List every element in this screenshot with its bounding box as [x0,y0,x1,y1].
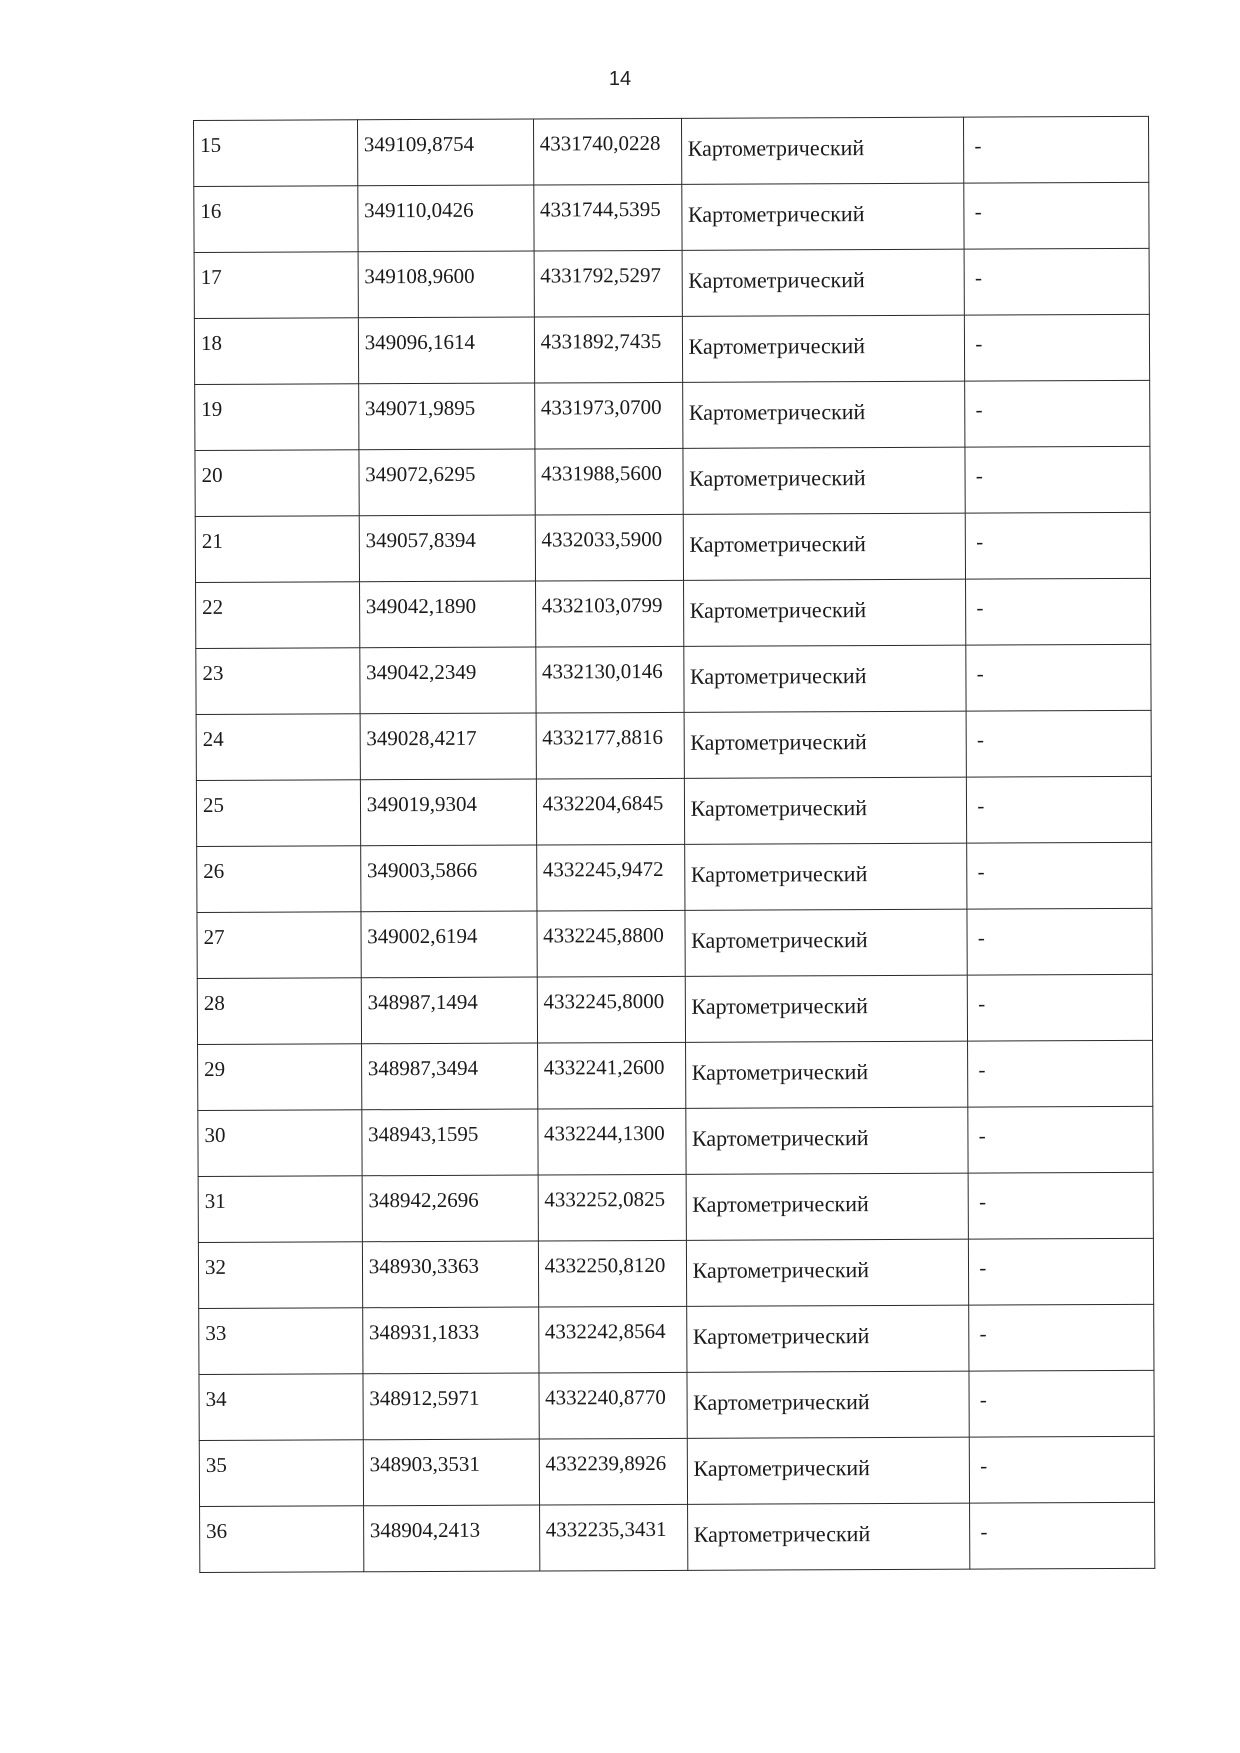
y-coordinate-cell-text: 4332245,9472 [542,856,664,882]
x-coordinate-cell-text: 349002,6194 [367,923,478,949]
method-cell-text: Картометрический [689,597,867,623]
method-cell [684,843,967,910]
y-coordinate-cell-text: 4331892,7435 [540,328,662,354]
x-coordinate-cell-text: 348912,5971 [369,1385,480,1411]
point-number-cell [195,450,359,517]
y-coordinate-cell [539,1372,687,1439]
note-cell-text: - [975,397,983,422]
point-number-cell [194,252,358,319]
y-coordinate-cell-text: 4331744,5395 [539,196,661,222]
note-cell [966,710,1151,777]
y-coordinate-cell-text: 4331792,5297 [540,262,662,288]
x-coordinate-cell [362,1307,538,1374]
point-number-cell [198,1110,362,1177]
point-number-cell [199,1308,363,1375]
coordinates-table [193,116,1155,1573]
table-row [194,182,1149,252]
x-coordinate-cell-text: 349110,0426 [364,197,474,223]
table-row [200,1502,1155,1572]
point-number-cell [195,384,359,451]
point-number-cell [195,516,359,583]
method-cell-text: Картометрический [687,135,865,161]
x-coordinate-cell-text: 349108,9600 [364,263,475,289]
method-cell [681,183,964,250]
y-coordinate-cell [535,448,683,515]
method-cell-text: Картометрический [688,399,866,425]
point-number-cell-text: 32 [204,1254,227,1279]
point-number-cell [197,912,361,979]
y-coordinate-cell-text: 4332244,1300 [543,1120,665,1146]
note-cell [964,182,1149,249]
y-coordinate-cell [537,910,685,977]
point-number-cell-text: 22 [202,594,224,619]
x-coordinate-cell [357,119,533,186]
y-coordinate-cell [534,316,682,383]
x-coordinate-cell [360,779,536,846]
note-cell [967,776,1152,843]
point-number-cell-text: 23 [202,660,224,685]
y-coordinate-cell-text: 4332245,8800 [543,922,664,948]
x-coordinate-cell-text: 349071,9895 [364,395,476,421]
point-number-cell-text: 17 [200,264,222,289]
note-cell-text: - [978,991,986,1016]
x-coordinate-cell [358,251,534,318]
x-coordinate-cell [362,1175,538,1242]
point-number-cell-text: 16 [200,198,222,223]
method-cell-text: Картометрический [690,795,868,821]
y-coordinate-cell-text: 4332239,8926 [545,1450,667,1476]
method-cell-text: Картометрический [688,333,866,359]
x-coordinate-cell [358,317,534,384]
table-row [198,1106,1153,1176]
x-coordinate-cell [360,713,536,780]
point-number-cell-text: 18 [200,330,223,355]
note-cell-text: - [978,1057,986,1082]
method-cell-text: Картометрический [692,1191,869,1217]
point-number-cell-text: 33 [205,1320,227,1345]
y-coordinate-cell [537,1042,685,1109]
point-number-cell [194,318,358,385]
table-row [197,842,1152,912]
point-number-cell-text: 36 [206,1518,228,1543]
method-cell [684,909,967,976]
method-cell [682,381,965,448]
point-number-cell [198,1176,362,1243]
method-cell [687,1371,970,1438]
table-row [199,1436,1154,1506]
note-cell-text: - [976,529,984,554]
method-cell [683,513,966,580]
y-coordinate-cell-text: 4332241,2600 [543,1054,665,1080]
point-number-cell [198,1242,362,1309]
note-cell [964,248,1149,315]
point-number-cell [198,1044,362,1111]
point-number-cell [196,648,360,715]
point-number-cell-text: 35 [205,1452,227,1477]
point-number-cell-text: 25 [202,792,225,817]
note-cell [968,1172,1153,1239]
note-cell-text: - [977,859,985,884]
x-coordinate-cell-text: 348903,3531 [369,1451,480,1477]
note-cell-text: - [980,1519,988,1544]
x-coordinate-cell-text: 348904,2413 [369,1517,481,1543]
method-cell-text: Картометрический [693,1389,870,1415]
x-coordinate-cell [360,647,536,714]
method-cell-text: Картометрический [690,729,867,755]
note-cell-text: - [975,463,983,488]
note-cell [970,1436,1155,1503]
y-coordinate-cell [538,1174,686,1241]
point-number-cell [196,780,360,847]
y-coordinate-cell-text: 4332204,6845 [542,790,664,816]
x-coordinate-cell-text: 349028,4217 [366,725,477,751]
y-coordinate-cell-text: 4331973,0700 [540,394,662,420]
note-cell-text: - [978,1123,986,1148]
y-coordinate-cell [535,514,683,581]
note-cell-text: - [974,199,982,224]
y-coordinate-cell [535,580,683,647]
method-cell [686,1239,969,1306]
table-row [195,380,1150,450]
method-cell [687,1437,970,1504]
method-cell-text: Картометрический [690,861,868,887]
y-coordinate-cell [534,382,682,449]
method-cell [685,1041,968,1108]
x-coordinate-cell-text: 349072,6295 [365,461,476,487]
y-coordinate-cell [535,646,683,713]
method-cell [686,1173,969,1240]
method-cell-text: Картометрический [693,1521,871,1547]
note-cell-text: - [977,925,985,950]
x-coordinate-cell [359,515,535,582]
note-cell [967,842,1152,909]
point-number-cell-text: 26 [203,858,225,883]
point-number-cell-text: 21 [201,528,223,553]
point-number-cell [200,1506,364,1573]
y-coordinate-cell [534,250,682,317]
method-cell [684,777,967,844]
table-row [195,446,1150,516]
method-cell-text: Картометрический [692,1257,870,1283]
y-coordinate-cell-text: 4332235,3431 [545,1516,667,1542]
point-number-cell-text: 31 [204,1188,226,1213]
point-number-cell-text: 24 [202,726,224,751]
note-cell [970,1502,1155,1569]
method-cell [685,975,968,1042]
point-number-cell-text: 27 [203,924,225,949]
x-coordinate-cell [363,1439,539,1506]
table-row [194,314,1149,384]
y-coordinate-cell-text: 4332130,0146 [541,658,663,684]
note-cell [966,578,1151,645]
point-number-cell [196,582,360,649]
table-row [196,710,1151,780]
y-coordinate-cell-text: 4332242,8564 [544,1318,666,1344]
x-coordinate-cell-text: 348943,1595 [368,1121,479,1147]
method-cell [683,645,966,712]
method-cell [684,711,967,778]
y-coordinate-cell-text: 4332103,0799 [541,592,663,618]
y-coordinate-cell-text: 4332245,8000 [543,988,665,1014]
method-cell-text: Картометрический [692,1323,870,1349]
note-cell-text: - [978,1189,987,1214]
y-coordinate-cell [533,184,681,251]
note-cell-text: - [979,1387,987,1412]
y-coordinate-cell-text: 4331740,0228 [539,130,661,156]
x-coordinate-cell-text: 348931,1833 [368,1319,480,1345]
method-cell-text: Картометрический [688,267,865,293]
x-coordinate-cell [363,1505,539,1572]
point-number-cell [194,186,358,253]
x-coordinate-cell-text: 349042,1890 [365,593,477,619]
point-number-cell [199,1440,363,1507]
y-coordinate-cell [536,778,684,845]
note-cell-text: - [975,331,983,356]
x-coordinate-cell [357,185,533,252]
note-cell [969,1238,1154,1305]
x-coordinate-cell [362,1109,538,1176]
note-cell [966,644,1151,711]
point-number-cell [196,714,360,781]
x-coordinate-cell [361,977,537,1044]
x-coordinate-cell [363,1373,539,1440]
point-number-cell-text: 30 [204,1122,226,1147]
method-cell-text: Картометрический [691,927,868,953]
table-row [199,1304,1154,1374]
note-cell-text: - [974,265,983,290]
table-row [195,512,1150,582]
method-cell [682,315,965,382]
y-coordinate-cell [539,1438,687,1505]
note-cell [967,908,1152,975]
method-cell [685,1107,968,1174]
method-cell-text: Картометрический [691,1125,869,1151]
table-row [197,974,1152,1044]
y-coordinate-cell-text: 4332250,8120 [544,1252,666,1278]
point-number-cell [197,846,361,913]
method-cell [683,579,966,646]
y-coordinate-cell-text: 4332252,0825 [544,1186,666,1212]
point-number-cell [194,120,358,187]
method-cell-text: Картометрический [691,1059,869,1085]
note-cell [965,314,1150,381]
method-cell [681,117,964,184]
note-cell-text: - [977,793,985,818]
y-coordinate-cell-text: 4332033,5900 [541,526,663,552]
x-coordinate-cell-text: 349042,2349 [366,659,477,685]
x-coordinate-cell-text: 348942,2696 [368,1187,479,1213]
note-cell [965,446,1150,513]
table-row [196,644,1151,714]
note-cell [968,974,1153,1041]
table-body [194,116,1155,1572]
method-cell [687,1503,970,1570]
x-coordinate-cell-text: 349019,9304 [366,791,477,817]
method-cell [682,447,965,514]
method-cell-text: Картометрический [689,465,866,491]
table-row [196,776,1151,846]
table-row [198,1238,1153,1308]
note-cell [965,380,1150,447]
x-coordinate-cell [360,845,536,912]
table-row [198,1172,1153,1242]
method-cell-text: Картометрический [689,531,866,557]
method-cell-text: Картометрический [691,993,868,1019]
point-number-cell-text: 28 [203,990,225,1015]
note-cell-text: - [976,727,985,752]
table-row [198,1040,1153,1110]
method-cell-text: Картометрический [689,663,867,689]
method-cell [686,1305,969,1372]
x-coordinate-cell-text: 349057,8394 [365,527,476,553]
x-coordinate-cell-text: 349003,5866 [366,857,478,883]
note-cell [966,512,1151,579]
x-coordinate-cell-text: 349109,8754 [363,131,475,157]
note-cell [964,116,1149,183]
y-coordinate-cell [536,844,684,911]
y-coordinate-cell [533,118,681,185]
page-number: 14 [608,68,632,90]
method-cell-text: Картометрический [693,1455,870,1481]
note-cell-text: - [980,1453,988,1478]
x-coordinate-cell [361,911,537,978]
point-number-cell-text: 34 [205,1386,227,1411]
note-cell-text: - [979,1321,987,1346]
y-coordinate-cell-text: 4331988,5600 [541,460,662,486]
y-coordinate-cell [539,1504,687,1571]
method-cell-text: Картометрический [687,201,865,227]
x-coordinate-cell [359,449,535,516]
point-number-cell [199,1374,363,1441]
table-row [194,248,1149,318]
note-cell-text: - [976,661,984,686]
table-row [194,116,1149,186]
note-cell [968,1040,1153,1107]
y-coordinate-cell [536,712,684,779]
note-cell [969,1304,1154,1371]
table-row [197,908,1152,978]
note-cell [969,1370,1154,1437]
y-coordinate-cell [538,1306,686,1373]
x-coordinate-cell-text: 349096,1614 [364,329,475,355]
x-coordinate-cell [359,581,535,648]
y-coordinate-cell-text: 4332177,8816 [542,724,664,750]
y-coordinate-cell-text: 4332240,8770 [545,1384,666,1410]
note-cell-text: - [974,133,982,158]
x-coordinate-cell-text: 348987,1494 [367,989,478,1015]
point-number-cell-text: 19 [201,396,223,421]
x-coordinate-cell-text: 348987,3494 [367,1055,479,1081]
x-coordinate-cell [362,1241,538,1308]
x-coordinate-cell [358,383,534,450]
method-cell [682,249,965,316]
note-cell-text: - [976,595,984,620]
table-row [196,578,1151,648]
note-cell-text: - [979,1255,987,1280]
x-coordinate-cell [361,1043,537,1110]
y-coordinate-cell [537,976,685,1043]
point-number-cell-text: 15 [200,132,222,157]
point-number-cell [197,978,361,1045]
point-number-cell-text: 20 [201,462,223,487]
point-number-cell-text: 29 [204,1056,226,1081]
y-coordinate-cell [538,1240,686,1307]
y-coordinate-cell [537,1108,685,1175]
x-coordinate-cell-text: 348930,3363 [368,1253,480,1279]
note-cell [968,1106,1153,1173]
table-row [199,1370,1154,1440]
